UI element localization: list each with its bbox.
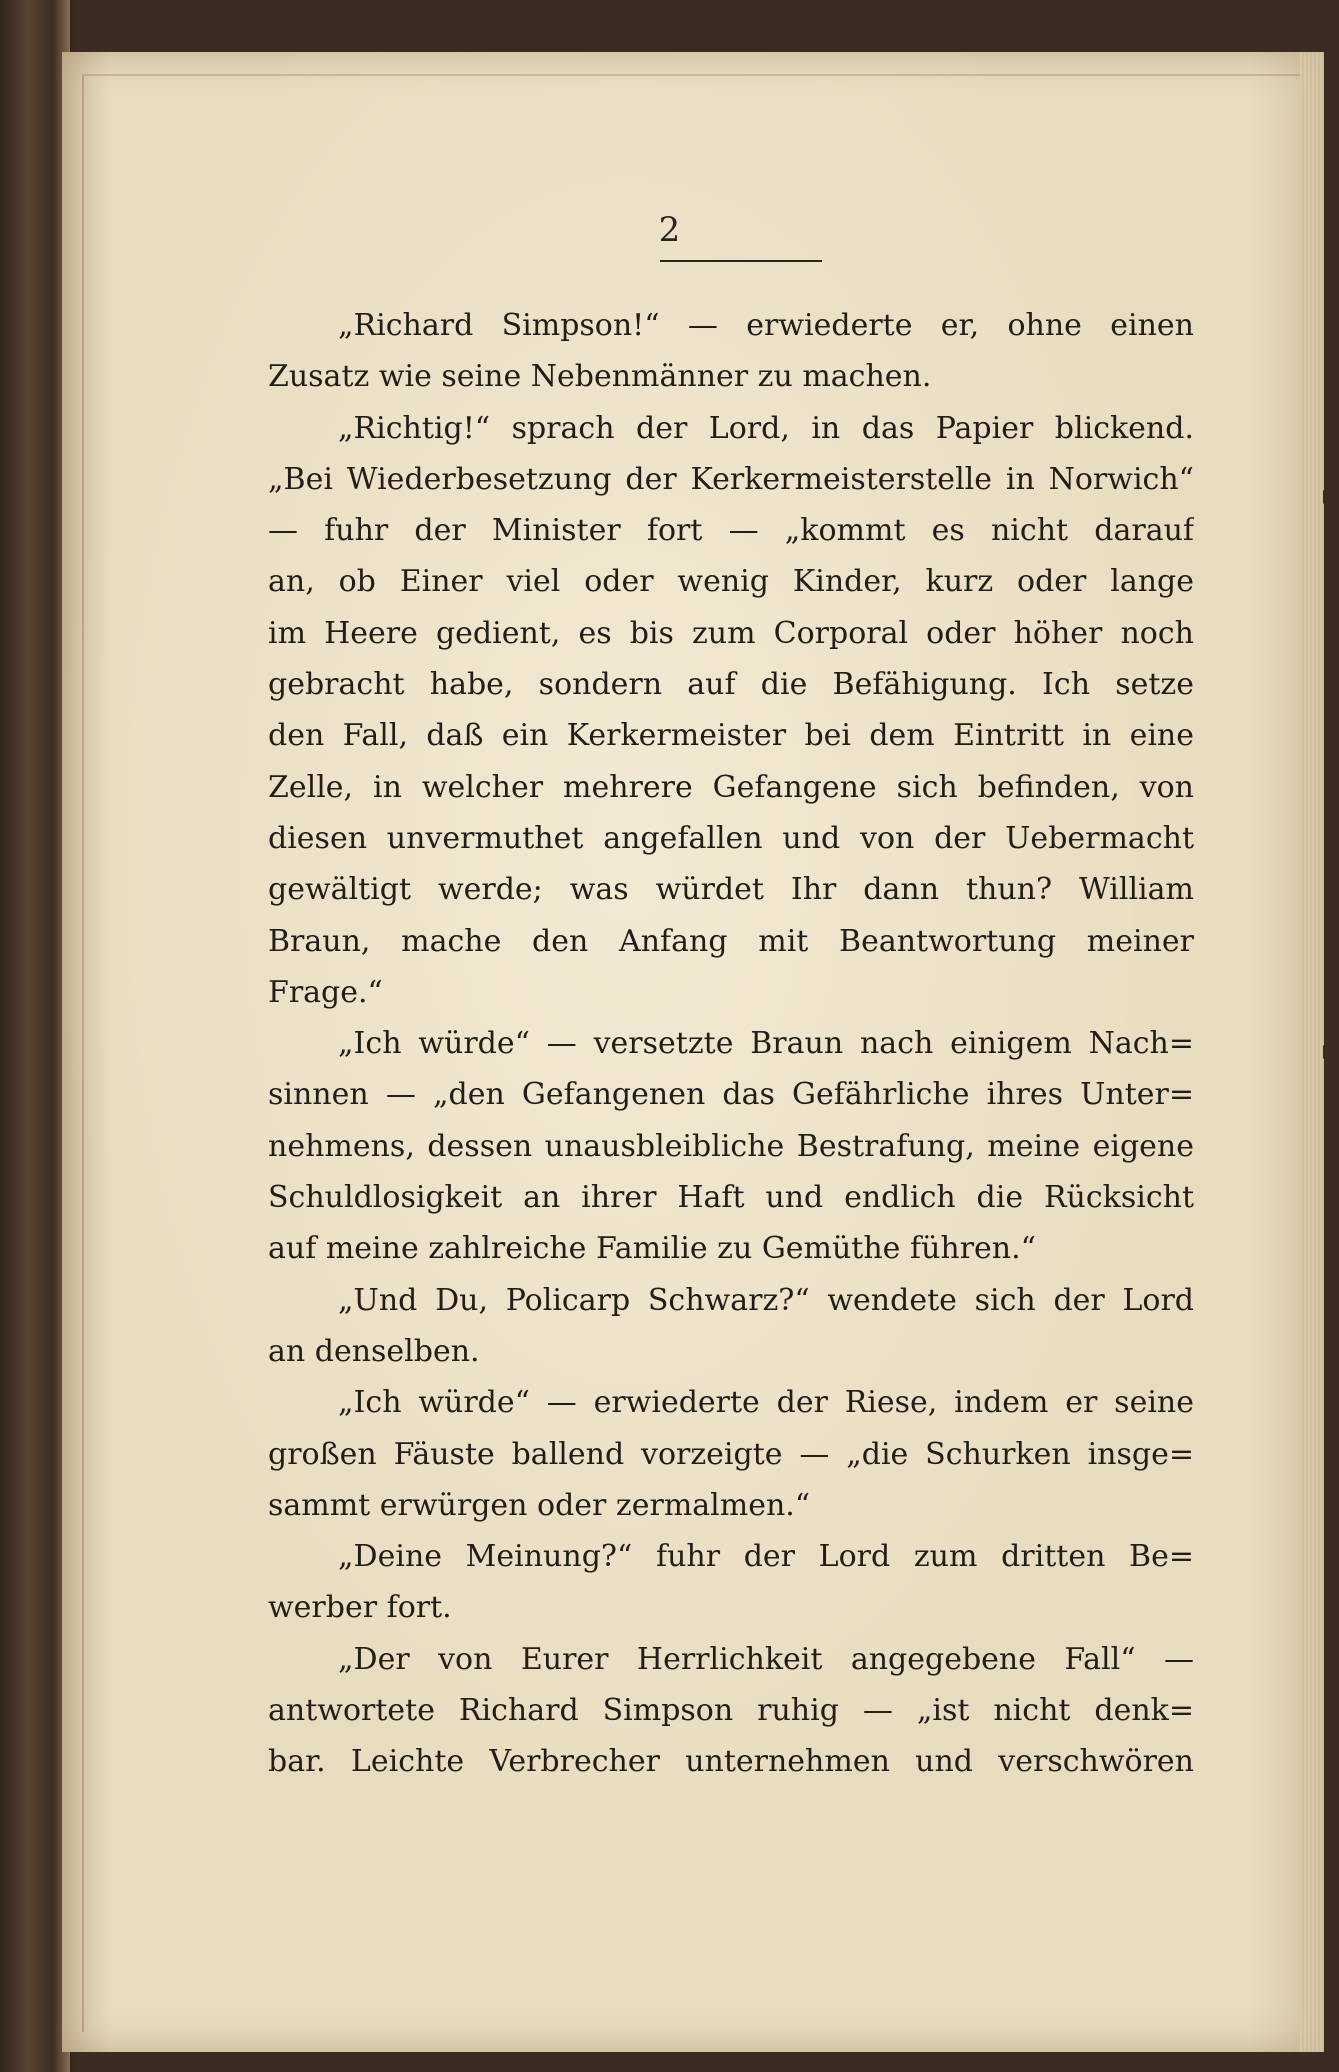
page-number: 2 — [658, 210, 681, 250]
text-line: „Und Du, Policarp Schwarz?“ wendete sich der Lord — [338, 1282, 1194, 1318]
margin-tab-mark — [1323, 1045, 1331, 1059]
text-line: auf meine zahlreiche Familie zu Gemüthe führen.“ — [268, 1231, 1037, 1267]
text-line: gewältigt werde; was würdet Ihr dann thun? William — [268, 872, 1194, 908]
text-line: „Ich würde“ — versetzte Braun nach einigem Nach= — [338, 1026, 1194, 1062]
text-line: „Richard Simpson!“ — erwiederte er, ohne einen — [338, 308, 1194, 343]
text-line: diesen unvermuthet angefallen und von der Uebermacht — [268, 820, 1194, 856]
text-line: „Deine Meinung?“ fuhr der Lord zum dritten Be= — [338, 1539, 1194, 1575]
text-line: — fuhr der Minister fort — „kommt es nicht darauf — [268, 513, 1194, 549]
text-line: an denselben. — [268, 1333, 480, 1369]
text-line: bar. Leichte Verbrecher unternehmen und verschwören — [268, 1744, 1194, 1780]
page-edges — [1300, 52, 1324, 2052]
text-line: Schuldlosigkeit an ihrer Haft und endlich die Rücksicht — [268, 1180, 1194, 1216]
text-line: gebracht habe, sondern auf die Befähigung. Ich setze — [268, 667, 1194, 703]
text-line: Braun, mache den Anfang mit Beantwortung meiner — [268, 923, 1194, 959]
text-line: den Fall, daß ein Kerkermeister bei dem Eintritt in eine — [268, 718, 1194, 754]
book-cover-edge — [0, 0, 70, 2072]
text-line: großen Fäuste ballend vorzeigte — „die Schurken insge= — [268, 1436, 1194, 1472]
text-line: „Ich würde“ — erwiederte der Riese, indem er seine — [338, 1385, 1194, 1421]
text-line: Zelle, in welcher mehrere Gefangene sich befinden, von — [268, 769, 1194, 805]
text-line: „Der von Eurer Herrlichkeit angegebene Fall“ — — [338, 1641, 1194, 1677]
text-line: werber fort. — [268, 1590, 452, 1626]
text-line: „Richtig!“ sprach der Lord, in das Papier blickend. — [338, 410, 1194, 446]
header-rule — [660, 260, 822, 262]
text-line: Zusatz wie seine Nebenmänner zu machen. — [268, 359, 932, 395]
text-line: sammt erwürgen oder zermalmen.“ — [268, 1487, 811, 1523]
text-line: „Bei Wiederbesetzung der Kerkermeisterstelle in Norwich“ — [268, 461, 1194, 497]
text-line: nehmens, dessen unausbleibliche Bestrafung, meine eigene — [268, 1128, 1194, 1164]
text-line: an, ob Einer viel oder wenig Kinder, kurz oder lange — [268, 564, 1194, 600]
text-line: im Heere gedient, es bis zum Corporal oder höher noch — [268, 615, 1194, 651]
margin-tab-mark — [1323, 490, 1331, 504]
text-line: antwortete Richard Simpson ruhig — „ist nicht denk= — [268, 1693, 1194, 1729]
text-line: sinnen — „den Gefangenen das Gefährliche ihres Unter= — [268, 1077, 1194, 1113]
text-line: Frage.“ — [268, 974, 383, 1010]
body-text — [268, 300, 1194, 1788]
